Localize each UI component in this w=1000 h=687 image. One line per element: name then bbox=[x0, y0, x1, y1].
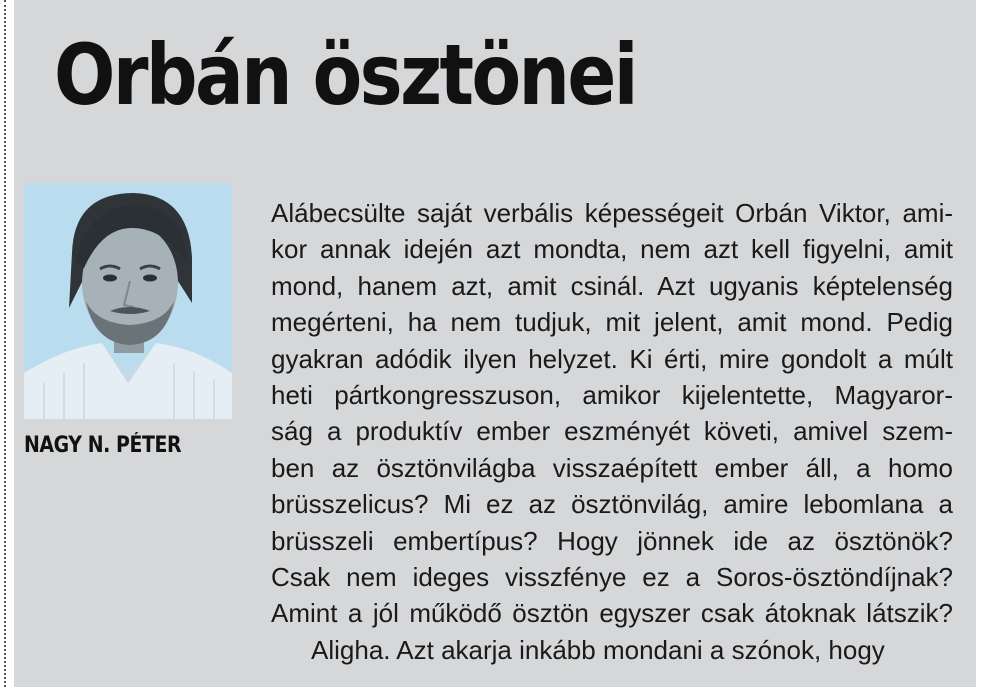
body-line: gyakran adódik ilyen helyzet. Ki érti, mire gondolt a múlt bbox=[271, 343, 953, 374]
article-panel bbox=[14, 0, 976, 687]
body-line: ság a produktív ember eszményét követi, amivel szem- bbox=[271, 416, 953, 447]
body-line: megérteni, ha nem tudjuk, mit jelent, amit mond. Pedig bbox=[271, 307, 953, 338]
body-line: brüsszelicus? Mi ez az ösztönvilág, amire lebomlana a bbox=[271, 489, 953, 520]
body-line: Alábecsülte saját verbális képességeit Orbán Viktor, ami- bbox=[271, 198, 953, 228]
author-byline: NAGY N. PÉTER bbox=[24, 433, 182, 458]
body-line: Csak nem ideges visszfénye ez a Soros-ösztöndíjnak? bbox=[271, 561, 953, 592]
body-line: Aligha. Azt akarja inkább mondani a szónok, hogy bbox=[311, 634, 885, 665]
body-line: Amint a jól működő ösztön egyszer csak átoknak látszik? bbox=[271, 598, 953, 629]
body-line: mond, hanem azt, amit csinál. Azt ugyanis képtelenség bbox=[271, 270, 953, 301]
dotted-cut-border bbox=[4, 0, 6, 687]
body-line: brüsszeli embertípus? Hogy jönnek ide az ösztönök? bbox=[271, 525, 953, 556]
body-line: ben az ösztönvilágba visszaépített ember áll, a homo bbox=[271, 452, 953, 483]
body-line: heti pártkongresszuson, amikor kijelentette, Magyaror- bbox=[271, 379, 953, 410]
body-line: kor annak idején azt mondta, nem azt kell figyelni, amit bbox=[271, 234, 953, 265]
article-body bbox=[271, 195, 953, 668]
article-headline: Orbán ösztönei bbox=[54, 26, 636, 124]
author-photo bbox=[24, 183, 232, 419]
